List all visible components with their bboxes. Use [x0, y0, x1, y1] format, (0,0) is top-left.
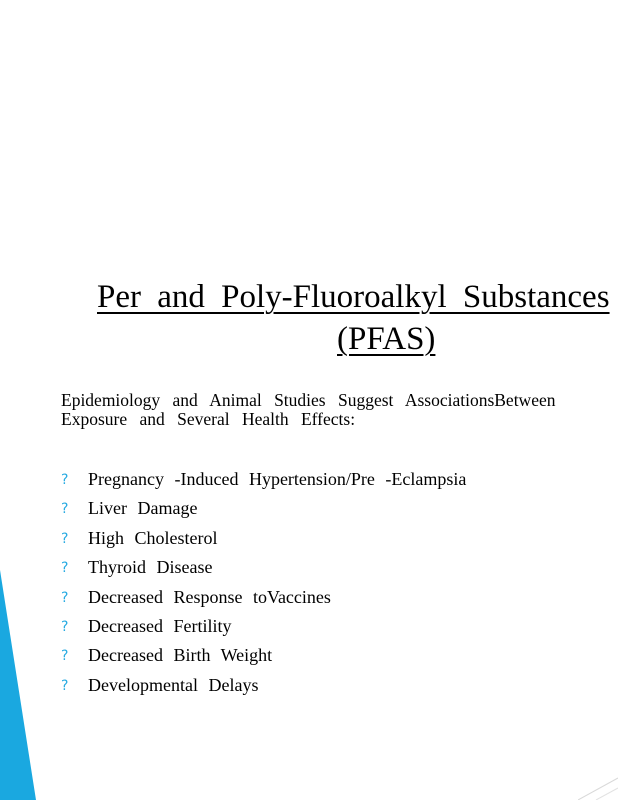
bullet-icon: ?: [61, 648, 69, 665]
list-item-label: Decreased Birth Weight: [88, 645, 273, 666]
list-item: [61, 497, 466, 526]
bullet-icon: ?: [61, 472, 69, 488]
intro-line1: Epidemiology and Animal Studies Suggest AssociationsBetween: [61, 390, 556, 410]
list-item: [61, 527, 466, 556]
list-item-label: Thyroid Disease: [88, 557, 213, 578]
list-item: [61, 615, 466, 644]
list-item-label: Pregnancy -Induced Hypertension/Pre -Eclampsia: [88, 469, 467, 489]
bullet-icon: ?: [61, 589, 69, 606]
left-accent-shape: [0, 0, 40, 800]
list-item: [61, 468, 466, 497]
list-item-label: High Cholesterol: [88, 527, 218, 548]
list-item-label: Developmental Delays: [88, 674, 259, 695]
list-item: [61, 644, 466, 673]
list-item-label: Decreased Fertility: [88, 615, 232, 636]
list-item: [61, 586, 466, 615]
bullet-icon: ?: [61, 501, 69, 518]
bullet-icon: ?: [61, 677, 69, 694]
list-item-label: Liver Damage: [88, 498, 198, 519]
bullet-icon: ?: [61, 530, 69, 547]
bullet-icon: ?: [61, 618, 69, 635]
slide-title-line2: (PFAS): [337, 321, 436, 357]
list-item: [61, 674, 466, 703]
intro-line2: Exposure and Several Health Effects:: [61, 409, 356, 429]
slide-title: [97, 276, 618, 360]
corner-decoration-lines: [578, 774, 618, 800]
bullet-icon: ?: [61, 560, 69, 577]
left-accent-triangle: [0, 570, 36, 800]
slide-title-line1: Per and Poly-Fluoroalkyl Substances: [97, 279, 610, 315]
health-effects-list: [61, 468, 466, 703]
list-item-label: Decreased Response toVaccines: [88, 586, 331, 607]
list-item: [61, 556, 466, 585]
intro-text: [61, 391, 618, 429]
